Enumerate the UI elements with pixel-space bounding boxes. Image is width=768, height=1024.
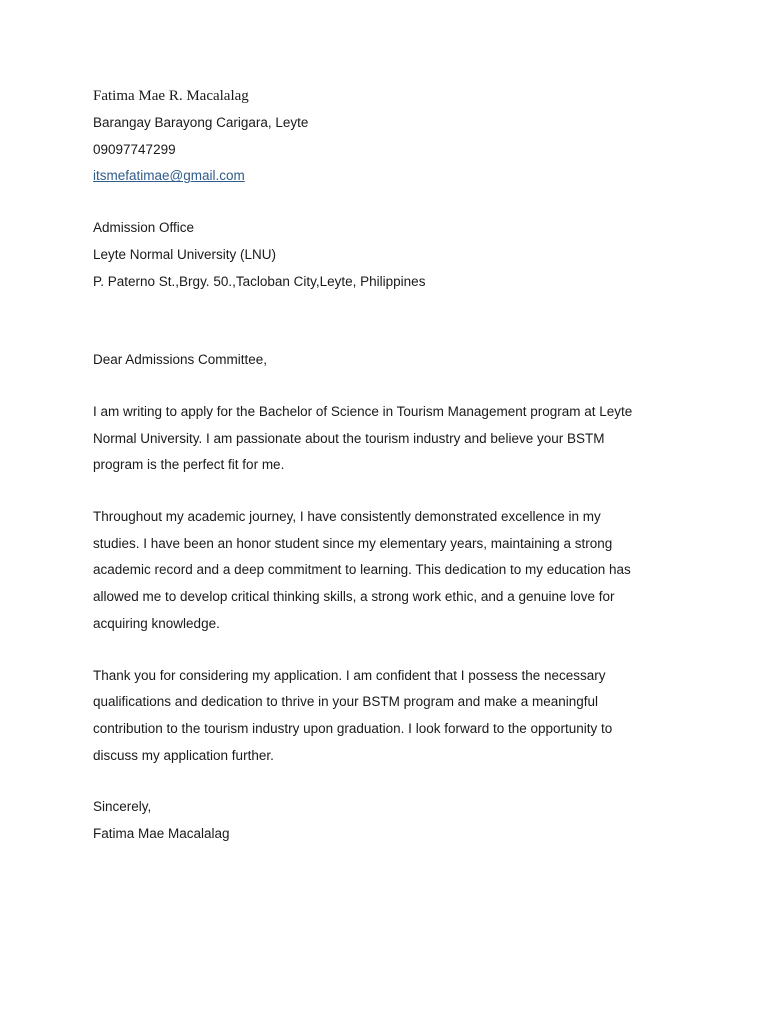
- recipient-institution: Leyte Normal University (LNU): [93, 246, 277, 262]
- spacer: [93, 295, 673, 347]
- paragraph-line: contribution to the tourism industry upon graduation. I look forward to the opportunity to: [93, 720, 613, 736]
- paragraph-line: program is the perfect fit for me.: [93, 457, 285, 473]
- paragraph-3: [93, 663, 673, 770]
- paragraph-line: acquiring knowledge.: [93, 615, 220, 631]
- paragraph-line: I am writing to apply for the Bachelor of Science in Tourism Management program at Leyte: [93, 403, 633, 419]
- spacer: [93, 638, 673, 663]
- letter-body: [93, 86, 673, 848]
- signature: Fatima Mae Macalalag: [93, 826, 230, 842]
- paragraph-line: studies. I have been an honor student since my elementary years, maintaining a strong: [93, 535, 613, 551]
- sender-phone: 09097747299: [93, 141, 176, 157]
- sender-name: Fatima Mae R. Macalalag: [93, 88, 249, 104]
- paragraph-2: [93, 504, 673, 638]
- paragraph-1: [93, 399, 673, 479]
- spacer: [93, 374, 673, 399]
- sender-address: Barangay Barayong Carigara, Leyte: [93, 115, 309, 130]
- paragraph-line: qualifications and dedication to thrive in your BSTM program and make a meaningful: [93, 694, 599, 710]
- sender-email-link[interactable]: itsmefatimae@gmail.com: [93, 168, 245, 184]
- recipient-office: Admission Office: [93, 220, 195, 236]
- spacer: [93, 769, 673, 794]
- closing: Sincerely,: [93, 799, 152, 815]
- spacer: [93, 479, 673, 504]
- recipient-address: P. Paterno St.,Brgy. 50.,Tacloban City,Leyte, Philippines: [93, 273, 426, 289]
- paragraph-line: allowed me to develop critical thinking skills, a strong work ethic, and a genuine love for: [93, 589, 615, 605]
- salutation: Dear Admissions Committee,: [93, 352, 268, 368]
- spacer: [93, 190, 673, 215]
- paragraph-line: discuss my application further.: [93, 747, 274, 763]
- paragraph-line: academic record and a deep commitment to learning. This dedication to my education has: [93, 562, 631, 578]
- paragraph-line: Throughout my academic journey, I have consistently demonstrated excellence in my: [93, 509, 601, 525]
- paragraph-line: Normal University. I am passionate about the tourism industry and believe your BSTM: [93, 430, 605, 446]
- paragraph-line: Thank you for considering my application. I am confident that I possess the necessary: [93, 667, 606, 683]
